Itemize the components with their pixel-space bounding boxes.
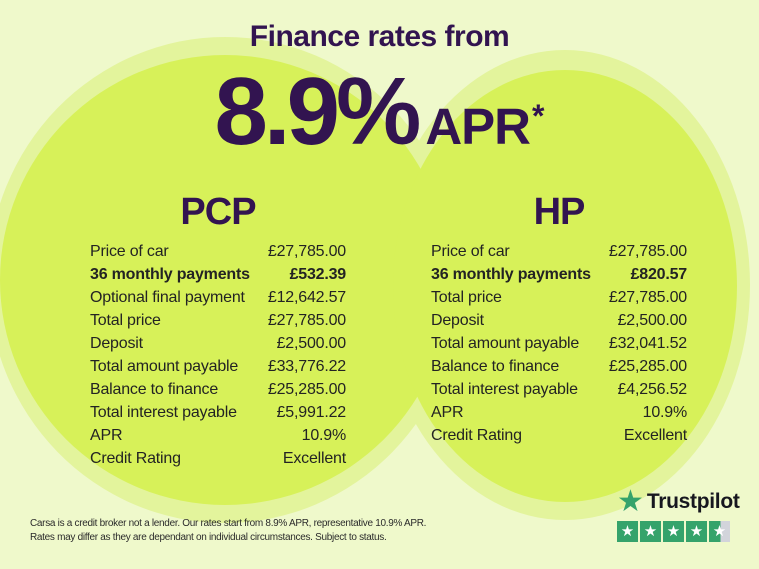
table-row <box>90 447 346 470</box>
table-row <box>431 401 687 424</box>
star-icon: ★ <box>617 521 638 542</box>
table-row <box>90 309 346 332</box>
row-value: £27,785.00 <box>608 243 687 260</box>
footnote-asterisk: * <box>532 98 545 134</box>
row-label: Total amount payable <box>90 358 239 375</box>
disclaimer-line-2: Rates may differ as they are dependant on individual circumstances. Subject to status. <box>30 531 387 543</box>
row-label: APR <box>90 427 123 444</box>
row-value: 10.9% <box>301 427 346 444</box>
row-value: £5,991.22 <box>276 404 346 421</box>
row-label: Optional final payment <box>90 289 245 306</box>
table-row <box>431 355 687 378</box>
row-label: Price of car <box>431 243 510 260</box>
row-label: Balance to finance <box>431 358 560 375</box>
hp-finance-table <box>431 193 687 447</box>
row-value: £25,285.00 <box>608 358 687 375</box>
legal-disclaimer <box>30 517 426 544</box>
table-row <box>90 332 346 355</box>
hp-rows <box>431 240 687 447</box>
row-label: Total amount payable <box>431 335 580 352</box>
table-row <box>90 355 346 378</box>
row-value: £4,256.52 <box>617 381 687 398</box>
row-value: £2,500.00 <box>276 335 346 352</box>
row-value: £27,785.00 <box>608 289 687 306</box>
row-value: Excellent <box>282 450 346 467</box>
row-label: Balance to finance <box>90 381 219 398</box>
table-row <box>90 286 346 309</box>
table-row <box>90 401 346 424</box>
row-value: £27,785.00 <box>267 243 346 260</box>
table-row <box>431 240 687 263</box>
table-row <box>431 286 687 309</box>
row-value: £32,041.52 <box>608 335 687 352</box>
row-value: £27,785.00 <box>267 312 346 329</box>
row-label: Total interest payable <box>431 381 578 398</box>
hp-heading: HP <box>533 191 585 233</box>
row-label: Credit Rating <box>431 427 522 444</box>
row-value: £12,642.57 <box>267 289 346 306</box>
disclaimer-line-1: Carsa is a credit broker not a lender. Our rates start from 8.9% APR, representative 10.9% APR. <box>30 518 427 529</box>
row-value: £25,285.00 <box>267 381 346 398</box>
row-value: Excellent <box>623 427 687 444</box>
half-star-icon: ★ <box>709 521 730 542</box>
table-row <box>431 263 687 286</box>
table-row <box>431 378 687 401</box>
table-row <box>90 378 346 401</box>
table-row <box>431 332 687 355</box>
star-icon: ★ <box>663 521 684 542</box>
row-label: APR <box>431 404 464 421</box>
pcp-heading: PCP <box>180 191 256 233</box>
row-label: Total price <box>431 289 502 306</box>
row-label: Deposit <box>90 335 143 352</box>
trustpilot-logo <box>617 485 740 518</box>
row-value: £532.39 <box>289 266 346 283</box>
pcp-rows <box>90 240 346 470</box>
pcp-finance-table <box>90 193 346 470</box>
row-label: Total interest payable <box>90 404 237 421</box>
table-row <box>431 309 687 332</box>
trustpilot-star-icon: ★ <box>617 485 644 518</box>
row-value: 10.9% <box>642 404 687 421</box>
star-icon: ★ <box>640 521 661 542</box>
headline-rate <box>0 58 759 165</box>
table-row <box>431 424 687 447</box>
row-value: £33,776.22 <box>267 358 346 375</box>
table-row <box>90 424 346 447</box>
row-label: 36 monthly payments <box>431 266 591 283</box>
row-label: Deposit <box>431 312 484 329</box>
row-value: £820.57 <box>630 266 687 283</box>
row-label: Credit Rating <box>90 450 181 467</box>
star-icon: ★ <box>686 521 707 542</box>
table-row <box>90 240 346 263</box>
trustpilot-rating-stars <box>617 521 740 542</box>
table-row <box>90 263 346 286</box>
trustpilot-widget[interactable] <box>617 485 740 542</box>
row-label: Total price <box>90 312 161 329</box>
row-value: £2,500.00 <box>617 312 687 329</box>
row-label: 36 monthly payments <box>90 266 250 283</box>
row-label: Price of car <box>90 243 169 260</box>
page-title: Finance rates from <box>249 20 510 53</box>
rate-value: 8.9% <box>214 58 418 165</box>
rate-suffix: APR <box>425 98 531 155</box>
trustpilot-brand-name: Trustpilot <box>646 489 740 513</box>
